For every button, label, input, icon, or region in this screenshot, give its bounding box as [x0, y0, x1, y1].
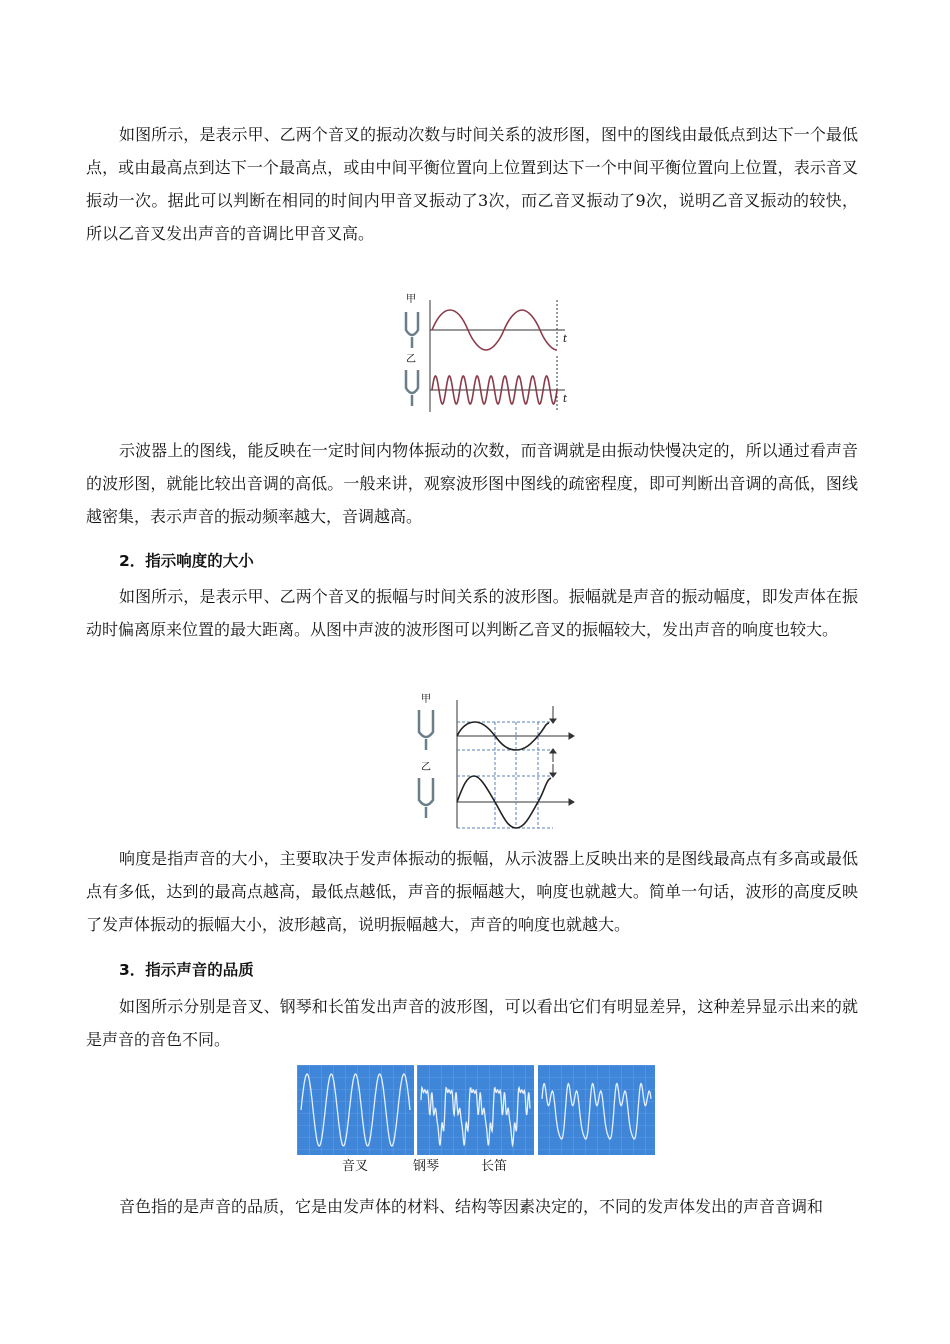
paragraph-pitch-summary: 示波器上的图线，能反映在一定时间内物体振动的次数，而音调就是由振动快慢决定的，所以通过看声音的波形图，就能比较出音调的高低。一般来讲，观察波形图中图线的疏密程度，即可判断出音调的高低，图线越密集，表示声音的振动频率越大，音调越高。	[86, 441, 858, 526]
paragraph-amplitude-explanation: 如图所示，是表示甲、乙两个音叉的振幅与时间关系的波形图。振幅就是声音的振动幅度，即发声体在振动时偏离原来位置的最大距离。从图中声波的波形图可以判断乙音叉的振幅较大，发出声音的响度也较大。	[86, 587, 858, 639]
heading-loudness: 2．指示响度的大小	[119, 552, 254, 570]
caption-tuning-fork: 音叉	[342, 1159, 369, 1174]
paragraph-timbre-intro: 如图所示分别是音叉、钢琴和长笛发出声音的波形图，可以看出它们有明显差异，这种差异显示出来的就是声音的音色不同。	[86, 997, 858, 1049]
tuning-fork-icon	[406, 312, 418, 348]
heading-timbre: 3．指示声音的品质	[119, 961, 254, 979]
figure-timbre-oscilloscope	[297, 1065, 655, 1155]
tuning-fork-icon	[406, 370, 418, 406]
tuning-fork-icon	[419, 710, 433, 750]
label-jia: 甲	[406, 294, 416, 305]
scope-panel-piano	[417, 1065, 534, 1155]
tuning-fork-icon	[419, 778, 433, 818]
figure-frequency-waveforms	[400, 290, 580, 415]
caption-flute: 长笛	[481, 1159, 508, 1174]
label-yi: 乙	[406, 354, 416, 365]
paragraph-timbre-definition: 音色指的是声音的品质，它是由发声体的材料、结构等因素决定的，不同的发声体发出的声音音调和	[119, 1197, 824, 1216]
axis-t-label: t	[563, 394, 568, 405]
label-yi: 乙	[421, 762, 431, 773]
scope-panel-tuning-fork	[297, 1065, 414, 1155]
figure-amplitude-waveforms	[413, 692, 583, 832]
paragraph-loudness-summary: 响度是指声音的大小，主要取决于发声体振动的振幅，从示波器上反映出来的是图线最高点有多高或最低点有多低，达到的最高点越高，最低点越低，声音的振幅越大，响度也就越大。简单一句话，波形的高度反映了发声体振动的振幅大小，波形越高，说明振幅越大，声音的响度也就越大。	[86, 849, 858, 934]
paragraph-pitch-explanation: 如图所示，是表示甲、乙两个音叉的振动次数与时间关系的波形图，图中的图线由最低点到达下一个最低点，或由最高点到达下一个最高点，或由中间平衡位置向上位置到达下一个中间平衡位置向上位置，表示音叉振动一次。据此可以判断在相同的时间内甲音叉振动了3次，而乙音叉振动了9次，说明乙音叉振动的较快，所以乙音叉发出声音的音调比甲音叉高。	[86, 125, 858, 243]
label-jia: 甲	[421, 694, 431, 705]
caption-piano: 钢琴	[413, 1159, 440, 1174]
scope-panel-flute	[538, 1065, 655, 1155]
axis-t-label: t	[563, 334, 568, 345]
